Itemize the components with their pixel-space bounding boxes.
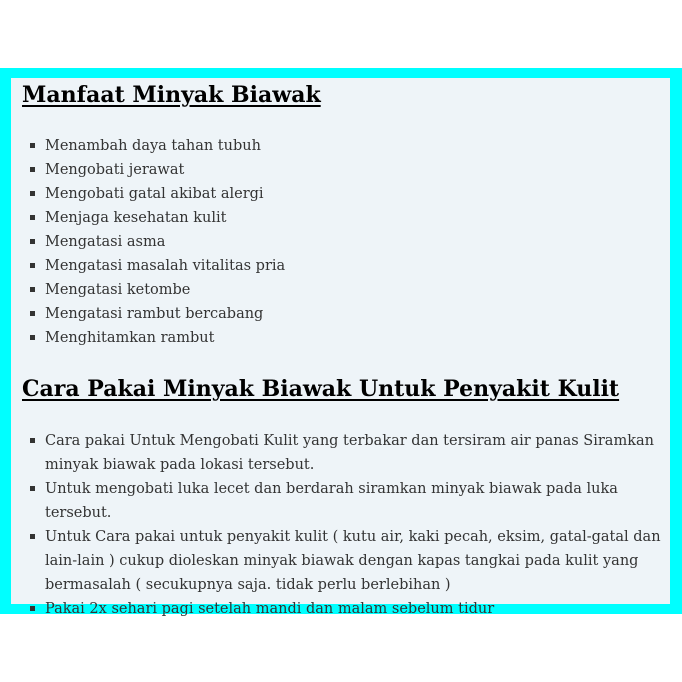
list-item: Mengatasi rambut bercabang xyxy=(45,302,645,326)
bullet-icon xyxy=(30,534,35,539)
list-item: Mengobati jerawat xyxy=(45,158,645,182)
bullet-icon xyxy=(30,438,35,443)
benefits-list xyxy=(45,134,645,350)
list-item: Untuk Cara pakai untuk penyakit kulit ( kutu air, kaki pecah, eksim, gatal-gatal dan lain-lain ) cukup dioleskan minyak biawak dengan kapas tangkai pada kulit yang bermasalah ( secukupnya saja. tidak perlu berlebihan ) xyxy=(45,525,665,597)
section-title-manfaat: Manfaat Minyak Biawak xyxy=(22,82,321,108)
usage-list xyxy=(45,429,665,621)
content-panel xyxy=(11,78,670,617)
list-item: Mengatasi ketombe xyxy=(45,278,645,302)
list-item: Pakai 2x sehari pagi setelah mandi dan malam sebelum tidur xyxy=(45,597,665,621)
list-item: Mengatasi masalah vitalitas pria xyxy=(45,254,645,278)
bullet-icon xyxy=(30,263,35,268)
bullet-icon xyxy=(30,335,35,340)
bullet-icon xyxy=(30,606,35,611)
bullet-icon xyxy=(30,287,35,292)
list-item: Menambah daya tahan tubuh xyxy=(45,134,645,158)
list-item: Mengobati gatal akibat alergi xyxy=(45,182,645,206)
bullet-icon xyxy=(30,143,35,148)
section-title-cara-pakai: Cara Pakai Minyak Biawak Untuk Penyakit Kulit xyxy=(22,376,620,402)
list-item: Mengatasi asma xyxy=(45,230,645,254)
list-item: Menghitamkan rambut xyxy=(45,326,645,350)
list-item: Cara pakai Untuk Mengobati Kulit yang terbakar dan tersiram air panas Siramkan minyak biawak pada lokasi tersebut. xyxy=(45,429,665,477)
list-item: Untuk mengobati luka lecet dan berdarah siramkan minyak biawak pada luka tersebut. xyxy=(45,477,665,525)
bullet-icon xyxy=(30,167,35,172)
cyan-frame xyxy=(0,68,682,617)
bullet-icon xyxy=(30,239,35,244)
bullet-icon xyxy=(30,215,35,220)
bullet-icon xyxy=(30,311,35,316)
list-item: Menjaga kesehatan kulit xyxy=(45,206,645,230)
bullet-icon xyxy=(30,191,35,196)
bullet-icon xyxy=(30,486,35,491)
